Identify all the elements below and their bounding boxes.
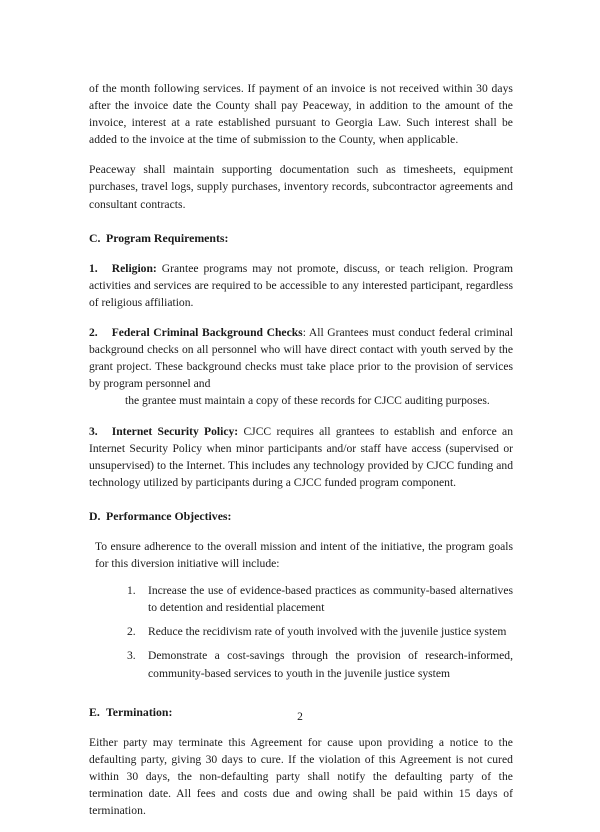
item-label-religion: Religion: (111, 261, 157, 275)
section-letter-d: D. (89, 508, 101, 523)
item-background-checks (89, 324, 513, 409)
item-subtext-background-checks: the grantee must maintain a copy of these records for CJCC auditing purposes. (125, 394, 490, 408)
list-item (89, 582, 513, 616)
list-item-text: Increase the use of evidence-based practices as community-based alternatives to detention and residential placement (148, 584, 513, 615)
item-number-2: 2. (89, 326, 98, 340)
section-title-d: Performance Objectives: (106, 508, 232, 523)
page-number: 2 (297, 711, 303, 723)
item-text-religion: Grantee programs may not promote, discuss, or teach religion. Program activities and services are required to be accessible to any interested participant, regardless of religious affiliation. (89, 261, 513, 309)
item-label-background-checks: Federal Criminal Background Checks (111, 326, 303, 340)
list-item (89, 647, 513, 681)
item-text-internet-security: CJCC requires all grantees to establish and enforce an Internet Security Policy when minor participants and/or staff have access (supervised or unsupervised) to the Internet. This includes any technology provided by CJCC funding and technology utilized by participants during a CJCC funded program component. (89, 424, 513, 489)
item-number-1: 1. (89, 261, 98, 275)
spacer (89, 695, 513, 704)
list-item (89, 623, 513, 640)
item-text-background-checks: : All Grantees must conduct federal criminal background checks on all personnel who will have direct contact with youth served by the grant project. These background checks must take place prior to the provision of services by program personnel and (89, 326, 514, 391)
section-title-c: Program Requirements: (106, 230, 229, 245)
list-marker: 2. (127, 625, 136, 639)
item-number-3: 3. (89, 424, 98, 438)
list-item-text: Demonstrate a cost-savings through the provision of research-informed, community-based services to youth in the juvenile justice system (148, 649, 513, 680)
paragraph-payment-terms: of the month following services. If payment of an invoice is not received within 30 days after the invoice date the County shall pay Peaceway, in addition to the amount of the invoice, interest at a rate established pursuant to Georgia Law. Such interest shall be added to the invoice at the time of submission to the County, when applicable. (89, 82, 513, 147)
paragraph-performance-intro: To ensure adherence to the overall mission and intent of the initiative, the program goals for this diversion initiative will include: (95, 539, 513, 571)
list-item-text: Reduce the recidivism rate of youth involved with the juvenile justice system (148, 625, 507, 639)
heading-program-requirements (89, 230, 513, 247)
section-letter-c: C. (89, 230, 101, 245)
section-title-e: Termination: (106, 704, 173, 719)
paragraph-documentation: Peaceway shall maintain supporting documentation such as timesheets, equipment purchases, travel logs, supply purchases, inventory records, subcontractor agreements and consultant contracts. (89, 163, 513, 211)
section-letter-e: E. (89, 704, 100, 719)
item-religion (89, 260, 513, 311)
item-label-internet-security: Internet Security Policy: (111, 424, 239, 438)
paragraph-termination: Either party may terminate this Agreement for cause upon providing a notice to the defaulting party, giving 30 days to cure. If the violation of this Agreement is not cured within 30 days, the non-defaulting party shall notify the defaulting party of the termination date. All fees and costs due and owing shall be paid within 15 days of termination. (89, 735, 513, 818)
item-internet-security (89, 423, 513, 491)
list-marker: 3. (127, 649, 136, 663)
heading-performance-objectives (89, 508, 513, 525)
list-marker: 1. (127, 584, 136, 598)
goals-list (89, 582, 513, 681)
